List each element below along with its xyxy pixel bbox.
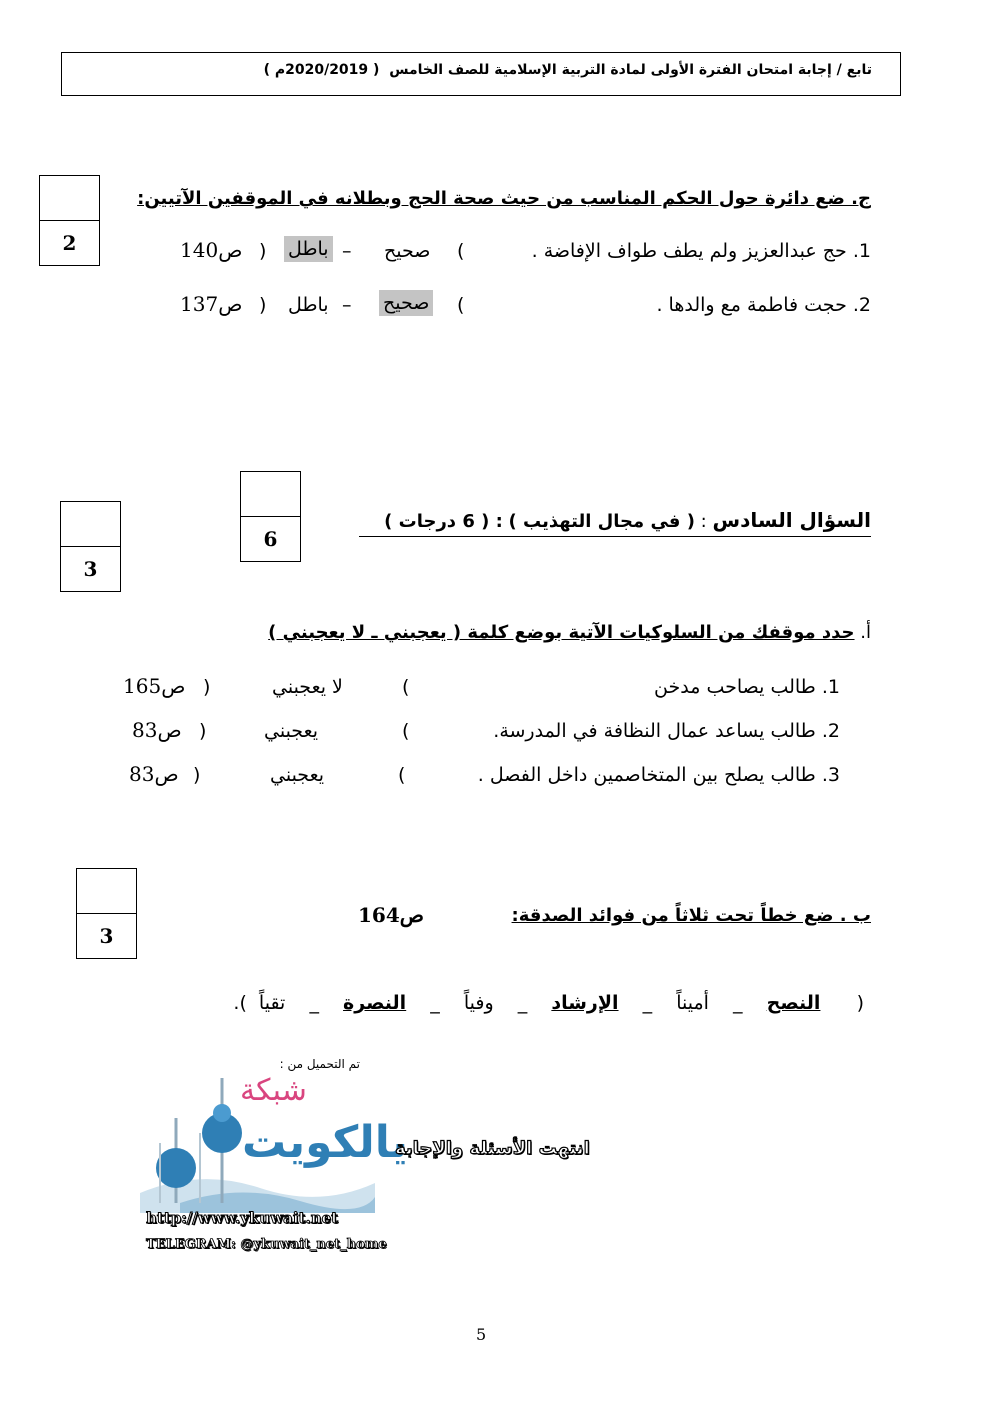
option-underlined: النصرة: [343, 992, 407, 1014]
score-box-part-b: [76, 868, 137, 959]
item-number: 2.: [821, 720, 840, 742]
item-text: حج عبدالعزيز ولم يطف طواف الإفاضة .: [531, 240, 847, 262]
option-void: باطل: [288, 294, 329, 316]
option-void-selected: باطل: [284, 236, 333, 262]
paren-open: (: [402, 720, 410, 742]
option-correct: صحيح: [384, 240, 431, 262]
header-year: ( 2020/2019م ): [263, 62, 380, 78]
paren-close: ).: [233, 992, 247, 1014]
separator: _: [642, 992, 653, 1014]
option: تقياً: [258, 992, 286, 1014]
separator: _: [309, 992, 319, 1014]
option-dash: –: [342, 240, 352, 262]
paren-close: ): [193, 764, 201, 786]
option-underlined: الإرشاد: [551, 992, 619, 1014]
option-dash: –: [342, 294, 352, 316]
item-number: 1.: [821, 676, 840, 698]
item-number: 2.: [852, 294, 871, 316]
logo-brand-main: يالكويت: [242, 1117, 408, 1168]
logo-telegram: TELEGRAM: @ykuwait_net_home: [146, 1237, 387, 1252]
q6-title-line: [359, 508, 871, 537]
part-b-heading: ب . ضع خطاً تحت ثلاثاً من فوائد الصدقة:: [511, 905, 871, 926]
score-box-part-b-value: 3: [99, 923, 114, 948]
answer: يعجبني: [270, 764, 325, 786]
part-a-item-3-text: [478, 764, 840, 786]
paren-close: ): [199, 720, 207, 742]
separator: _: [430, 992, 440, 1014]
paren-open: (: [457, 294, 465, 316]
score-box-c-value: 2: [62, 230, 77, 255]
score-box-c-blank: [40, 176, 99, 221]
option: أميناً: [676, 992, 709, 1014]
section-c-item-1-text: [532, 240, 871, 262]
q6-colon: :: [700, 511, 707, 532]
item-text: طالب يصاحب مدخن: [654, 676, 816, 698]
paren-open: (: [402, 676, 410, 698]
separator: _: [517, 992, 528, 1014]
section-c-heading: ج. ضع دائرة حول الحكم المناسب من حيث صحة الحج وبطلانه في الموقفين الآتيين:: [137, 188, 871, 209]
header-title-text: تابع / إجابة امتحان الفترة الأولى لمادة التربية الإسلامية للصف الخامس: [389, 62, 872, 78]
item-number: 1.: [852, 240, 871, 262]
paren-close: ): [259, 294, 267, 316]
site-logo: [140, 1055, 408, 1265]
score-box-part-a: [60, 501, 121, 592]
score-box-q6: [240, 471, 301, 562]
part-b-options: [233, 992, 864, 1014]
score-box-q6-blank: [241, 472, 300, 517]
page-number: 5: [476, 1325, 487, 1344]
paren-open: (: [398, 764, 406, 786]
paren-open: (: [457, 240, 465, 262]
q6-subject: ( في مجال التهذيب ): [508, 511, 695, 532]
item-text: حجت فاطمة مع والدها .: [656, 294, 847, 316]
page-ref: ص137: [180, 292, 243, 316]
score-box-c: [39, 175, 100, 266]
q6-marks: : ( 6 درجات ): [384, 511, 503, 532]
item-number: 3.: [821, 764, 840, 786]
answer: لا يعجبني: [272, 676, 343, 698]
logo-caption: تم التحميل من :: [279, 1057, 360, 1071]
page-ref: ص83: [129, 762, 179, 786]
logo-url: http://www.ykuwait.net: [146, 1209, 339, 1227]
part-a-item-1-text: [654, 676, 840, 698]
page-ref: ص140: [180, 238, 243, 262]
part-b-page-ref: ص164: [358, 903, 424, 927]
option: وفياً: [463, 992, 494, 1014]
section-c-item-2-text: [656, 294, 871, 316]
logo-brand-top: شبكة: [240, 1073, 307, 1108]
score-box-q6-value: 6: [263, 526, 278, 551]
part-a-heading-line: [268, 622, 871, 643]
paren-open: (: [856, 992, 864, 1014]
end-of-questions: انتهت الأسئلة والإجابة: [395, 1138, 590, 1159]
separator: _: [733, 992, 743, 1014]
part-a-item-2-text: [493, 720, 840, 742]
page-ref: ص83: [132, 718, 182, 742]
score-box-part-a-value: 3: [83, 556, 98, 581]
score-box-part-a-blank: [61, 502, 120, 547]
page-ref: ص165: [123, 674, 186, 698]
score-box-part-b-blank: [77, 869, 136, 914]
item-text: طالب يساعد عمال النظافة في المدرسة.: [493, 720, 816, 742]
header-title: [264, 62, 872, 78]
option-underlined: النصح: [766, 992, 821, 1014]
item-text: طالب يصلح بين المتخاصمين داخل الفصل .: [477, 764, 816, 786]
answer: يعجبني: [264, 720, 319, 742]
q6-title: السؤال السادس: [712, 508, 871, 532]
paren-close: ): [203, 676, 211, 698]
part-a-letter: أ.: [860, 622, 871, 643]
part-a-heading: حدد موقفك من السلوكيات الآتية بوضع كلمة ( يعجبني ـ لا يعجبني ): [268, 622, 855, 643]
option-correct-selected: صحيح: [379, 290, 433, 316]
paren-close: ): [259, 240, 267, 262]
